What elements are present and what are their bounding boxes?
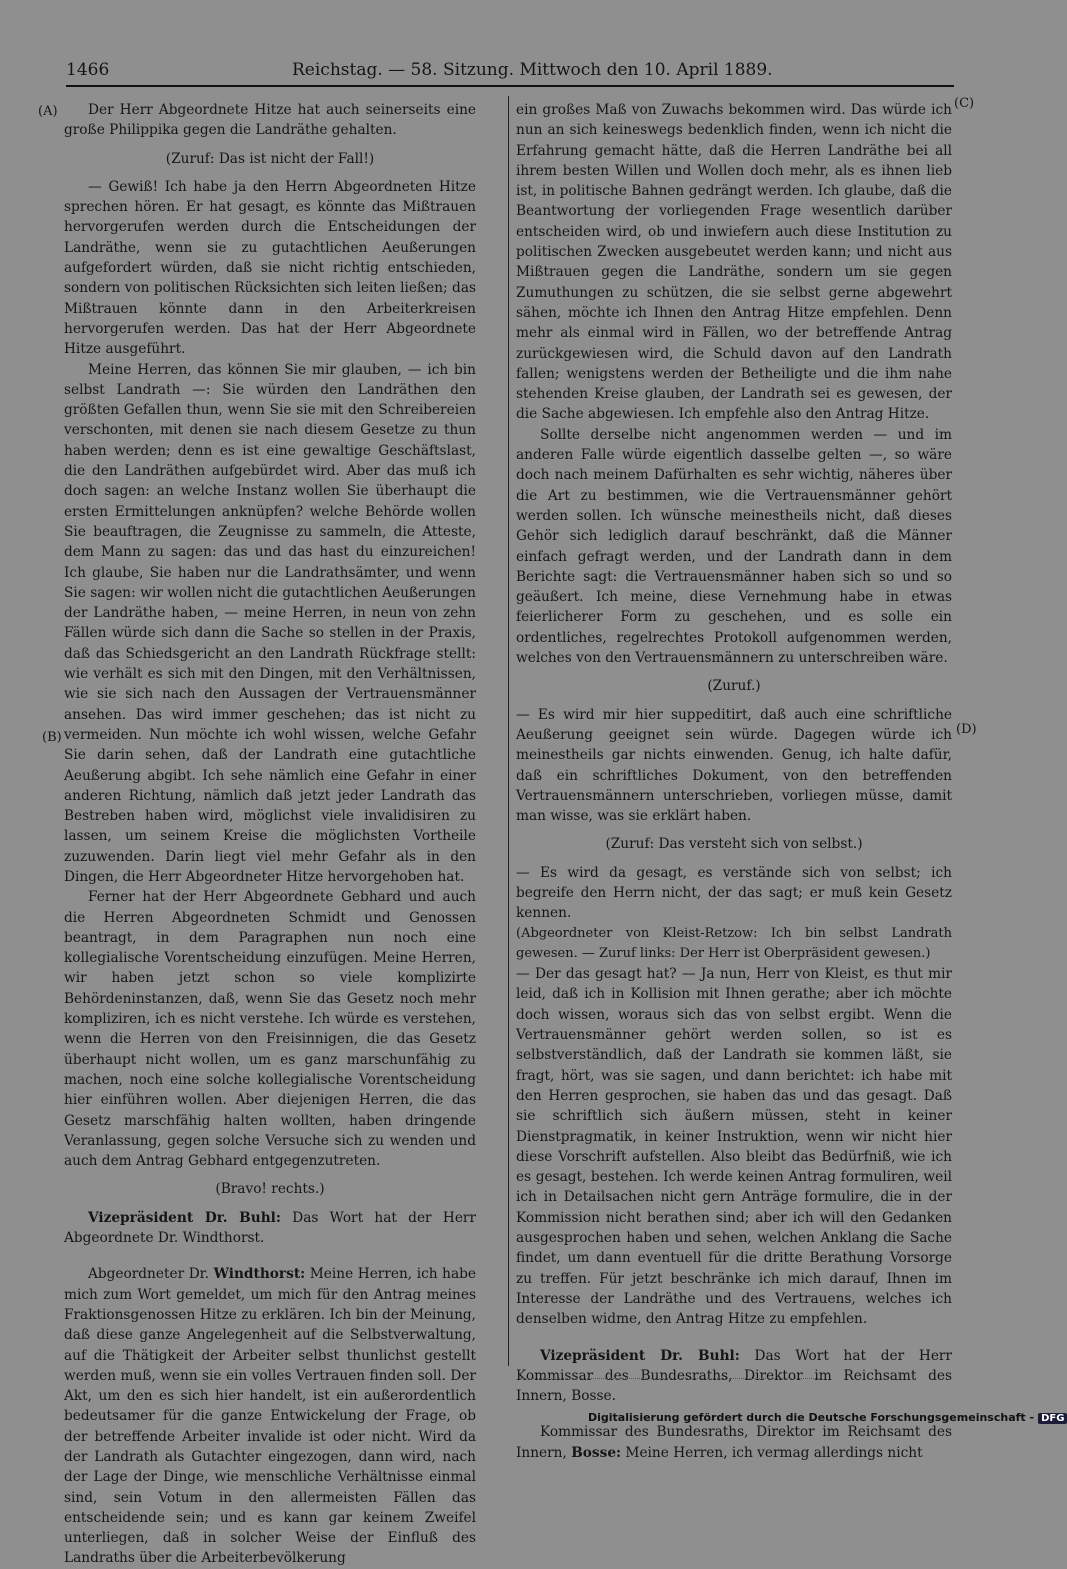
margin-marker-b: (B) [42, 730, 62, 745]
scan-artifact [520, 1378, 820, 1383]
page-header [66, 58, 952, 84]
page-title: Reichstag. — 58. Sitzung. Mittwoch den 10. April 1889. [292, 60, 773, 80]
speaker-name: Bosse: [571, 1444, 622, 1461]
speaker-name: Windthorst: [213, 1266, 306, 1283]
margin-marker-d: (D) [956, 722, 977, 737]
speech-text: Meine Herren, ich vermag allerdings nicht [621, 1444, 923, 1461]
speech-text: Das Wort hat der Herr Kommissar des Bundesraths, Direktor im Reichsamt des Innern, Bosse. [516, 1347, 953, 1405]
interjection: (Zuruf: Das versteht sich von selbst.) [605, 836, 863, 853]
margin-marker-a: (A) [38, 104, 58, 119]
column-divider [508, 96, 509, 1366]
paragraph: ein großes Maß von Zuwachs bekommen wird. Das würde ich nun an sich keineswegs bedenklich finden, wenn ich nicht die Erfahrung gemacht hätte, daß die Herren Landräthe bei all ihrem besten Willen und Wollen doch mehr, als es ihnen lieb ist, in politische Bahnen gedrängt werden. Ich glaube, daß die Beantwortung der vorliegenden Frage wesentlich darüber entscheiden wird, ob und inwiefern auch diese Institution zu politischen Zwecken ausgebeutet werden kann; und nicht aus Mißtrauen gegen die Landräthe, sondern um sie gegen Zumuthungen zu schützen, die sie selbst gerne abgewehrt sähen, möchte ich Ihnen den Antrag Hitze empfehlen. Denn mehr als einmal wird in Fällen, wo der betreffende Antrag zurückgewiesen wird, die Schuld davon auf den Landrath fallen; wenigstens werden der Betheiligte und die ihm nahe stehenden Kreise glauben, der Landrath sei es gewesen, der die Sache abgewiesen. Ich empfehle also den Antrag Hitze. [516, 102, 952, 423]
interjection: (Abgeordneter von Kleist-Retzow: Ich bin selbst Landrath gewesen. — Zuruf links: Der Herr ist Oberpräsident gewesen.) [516, 925, 952, 961]
header-rule [66, 85, 954, 87]
paragraph: Der Herr Abgeordnete Hitze hat auch seinerseits eine große Philippika gegen die Landräthe gehalten. [64, 102, 476, 139]
paragraph: — Es wird mir hier suppeditirt, daß auch eine schriftliche Aeußerung geeignet sein würde. Dagegen würde ich meinestheils gar nichts einwenden. Genug, ich halte dafür, daß ein schriftliches Dokument, von den betreffenden Vertrauensmännern unterschrieben, vorliegen müsse, damit man wisse, was sie erklärt haben. [516, 706, 952, 825]
left-column [64, 100, 476, 1569]
margin-marker-c: (C) [954, 96, 975, 111]
paragraph: Sollte derselbe nicht angenommen werden — und im anderen Falle würde eigentlich dasselbe gelten —, so wäre doch nach meinem Dafürhalten es sehr wichtig, näheres über die Art zu bestimmen, wie die Vertrauensmänner gehört werden sollen. Ich wünsche meinestheils nicht, daß dieses Gehör sich lediglich darauf beschränkt, daß die Männer einfach gefragt werden, und der Landrath dann in dem Berichte sagt: die Vertrauensmänner haben sich so und so geäußert. Ich meine, diese Vernehmung habe in etwas feierlicherer Form zu geschehen, und es solle ein ordentliches, regelrechtes Protokoll aufgenommen werden, welches von den Vertrauensmännern zu unterschreiben wäre. [516, 426, 952, 667]
digitization-footer [588, 1411, 1065, 1431]
footer-text: Digitalisierung gefördert durch die Deutsche Forschungsgemeinschaft - [588, 1411, 1035, 1424]
speaker-paragraph [64, 1264, 476, 1568]
speaker-paragraph [516, 1346, 952, 1407]
right-column [516, 100, 952, 1463]
paragraph: — Der das gesagt hat? — Ja nun, Herr von Kleist, es thut mir leid, daß ich in Kollision mit Ihnen gerathe; aber ich möchte doch wissen, woraus sich das von selbst ergibt. Wenn die Vertrauensmänner gehört werden sollen, so ist es selbstverständlich, daß der Landrath sie kommen läßt, sie fragt, hört, was sie sagen, und dann berichtet: ich habe mit den Herren gesprochen, sie haben das und das gesagt. Daß sie schriftlich sich äußern müssen, steht in keiner Dienstpragmatik, in keiner Instruktion, wenn wir nicht hier diese Vorschrift aufstellen. Also bleibt das Bedürfniß, wie ich es gesagt, bestehen. Ich werde keinen Antrag formuliren, weil ich in Detailsachen nicht gern Anträge formulire, die in der Kommission nicht berathen sind; aber ich will den Gedanken ausgesprochen haben und sehen, welchen Anklang die Sache findet, um dann eventuell für die dritte Berathung Vorsorge zu treffen. Für jetzt beschränke ich mich darauf, Ihnen im Interesse der Landräthe und des Vertrauens, welches ich denselben widme, den Antrag Hitze zu empfehlen. [516, 966, 952, 1328]
speaker-name: Vizepräsident Dr. Buhl: [540, 1347, 740, 1364]
speaker-name: Vizepräsident Dr. Buhl: [88, 1209, 281, 1226]
interjection: (Bravo! rechts.) [215, 1181, 325, 1198]
page-number: 1466 [66, 60, 110, 80]
interjection: (Zuruf: Das ist nicht der Fall!) [165, 150, 375, 167]
speaker-role: Kommissar des Bundesraths, Direktor im Reichsamt des Innern, [516, 1424, 952, 1461]
speech-text: Meine Herren, ich habe mich zum Wort gemeldet, um mich für den Antrag meines Fraktionsgenossen Hitze zu erklären. Ich bin der Meinung, daß diese ganze Angelegenheit auf die Selbstverwaltung, auf die Thätigkeit der Arbeiter selbst thunlichst gestellt werden muß, wenn sie ein volles Vertrauen finden soll. Der Akt, um den es sich hier handelt, ist ein außerordentlich bedeutsamer für die ganze Entwickelung der Frage, ob der betreffende Arbeiter invalide ist oder nicht. Wird da der Landrath als Gutachter eingezogen, dann wird, nach der Lage der Dinge, wie menschliche Verhältnisse einmal sind, sein Votum in den allermeisten Fällen das entscheidende sein; und es kann gar keinem Zweifel unterliegen, daß in solcher Weise der Einfluß des Landraths über die Arbeiterbevölkerung [64, 1266, 476, 1567]
speaker-role: Abgeordneter Dr. [88, 1266, 214, 1283]
speaker-paragraph [64, 1208, 476, 1249]
dfg-logo: DFG [1038, 1413, 1067, 1424]
paragraph: Ferner hat der Herr Abgeordnete Gebhard und auch die Herren Abgeordneten Schmidt und Genossen beantragt, in dem Paragraphen nun noch eine kollegialische Vorentscheidung einzufügen. Meine Herren, wir haben jetzt schon so viele komplizirte Behördeninstanzen, daß, wenn Sie das Gesetz noch mehr kompliziren, ich es nicht verstehe. Ich würde es verstehen, wenn die Herren von den Freisinnigen, die das Gesetz überhaupt nicht wollen, um es ganz marschunfähig zu machen, noch eine solche kollegialische Vorentscheidung hier einführen wollen. Aber diejenigen Herren, die das Gesetz marschfähig halten wollten, haben dringende Veranlassung, gegen solche Versuche sich zu wenden und auch dem Antrag Gebhard entgegenzutreten. [64, 889, 476, 1170]
paragraph: Meine Herren, das können Sie mir glauben, — ich bin selbst Landrath —: Sie würden den Landräthen den größten Gefallen thun, wenn Sie sie mit den Schreibereien verschonten, mit denen sie nach diesem Gesetze zu thun haben werden; denn es ist eine gewaltige Geschäftslast, die den Landräthen aufgebürdet wird. Aber das muß ich doch sagen: an welche Instanz wollen Sie überhaupt die ersten Ermittelungen anknüpfen? welche Behörde wollen Sie beauftragen, die Zeugnisse zu sammeln, die Atteste, dem Mann zu sagen: das und das hast du einzureichen! Ich glaube, Sie haben nur die Landrathsämter, und wenn Sie sagen: wir wollen nicht die gutachtlichen Aeußerungen der Landräthe haben, — meine Herren, in neun von zehn Fällen würde sich dann die Sache so stellen in der Praxis, daß das Schiedsgericht an den Landrath Rückfrage stellt: wie verhält es sich mit den Dingen, mit den Verhältnissen, wie sie sich nach den Aussagen der Vertrauensmänner ansehen. Das wird immer geschehen; das ist nicht zu vermeiden. Nun möchte ich wohl wissen, welche Gefahr Sie darin sehen, daß der Landrath eine gutachtliche Aeußerung abgibt. Ich sehe nämlich eine Gefahr in einer anderen Richtung, nämlich daß jetzt jeder Landrath das Bestreben haben wird, möglichst viele invalidisiren zu lassen, um seinem Kreise die möglichsten Vortheile zuzuwenden. Darin liegt viel mehr Gefahr als in den Dingen, die Herr Abgeordneter Hitze hervorgehoben hat. [64, 361, 476, 885]
paragraph: — Gewiß! Ich habe ja den Herrn Abgeordneten Hitze sprechen hören. Er hat gesagt, es könnte das Mißtrauen hervorgerufen werden durch die Entscheidungen der Landräthe, wenn sie zu gutachtlichen Aeußerungen aufgefordert würden, daß sie nicht richtig entschieden, sondern von politischen Rücksichten sich leiten ließen; das Mißtrauen könnte dann in den Arbeiterkreisen hervorgerufen werden. Das hat der Herr Abgeordnete Hitze ausgeführt. [64, 178, 476, 358]
paragraph: — Es wird da gesagt, es verstände sich von selbst; ich begreife den Herrn nicht, der das sagt; er muß kein Gesetz kennen. [516, 864, 952, 922]
speech-text: Das Wort hat der Herr Abgeordnete Dr. Windthorst. [64, 1209, 477, 1247]
interjection: (Zuruf.) [707, 678, 761, 695]
